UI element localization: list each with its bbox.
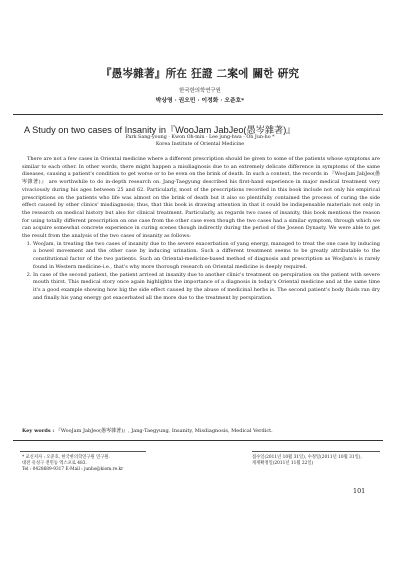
korean-affiliation: 한국한의학연구원 bbox=[179, 88, 221, 94]
keywords-text: 『WooJam JabJeo(愚岑雜著)』, Jang-Taegyung, Insanity, Misdiagnosis, Medical Verdict. bbox=[55, 428, 273, 434]
finding-item: 1. WooJam, in treating the two cases of insanity due to the severe exacerbation of yang energy, managed to treat the one case by inducing a bowel movement and the other case by inducing urination. Such a different treatment seems to be greatly attributable to the constitutional factor of the two patients. Such an Oriental-medicine-based method of diagnosis and prescription as WooJam's is rarely found in Western medicine-i.e., that's why more thorough research on Oriental medicine is deeply required. bbox=[33, 241, 380, 272]
english-institute: Korea Institute of Oriental Medicine bbox=[155, 142, 245, 147]
footnote-line: 대전 유성구 전민동 엑스포로 483. bbox=[22, 461, 87, 467]
finding-item: 2. In case of the second patient, the patient arrived at insanity due to another clinic's treatment on perspiration on the patient with severe mouth thirst. This medical story once again highlights the importance of a diagnosis in today's Oriental medicine and at the same time it's a good example showing how big the side effect caused by the abuse of medicinal herbs is. The second patient's body fluids ran dry and finally his yang energy got exacerbated all the more due to the treatment by perspiration. bbox=[33, 272, 380, 303]
footnote-line: 접수일(2011년 10월 31일), 수정일(2011년 10월 31일), bbox=[252, 455, 362, 460]
submission-dates-note bbox=[252, 455, 392, 467]
english-authors: Park Sang-young · Kwon Oh-min · Lee jung-hwa · Oh Jun-ho * bbox=[125, 135, 275, 140]
footnote-divider-right bbox=[252, 451, 380, 452]
corresponding-author-note bbox=[22, 455, 202, 474]
abstract-body bbox=[22, 156, 380, 302]
findings-list bbox=[22, 241, 380, 303]
footnote-divider-left bbox=[20, 451, 146, 452]
footnote-line: 게재확정일(2011년 11월 22일) bbox=[252, 461, 314, 467]
korean-authors: 박상영 · 권오민 · 이정화 · 오준호* bbox=[155, 98, 245, 104]
korean-title: 『愚岑雜著』所在 狂證 二案에 關한 硏究 bbox=[100, 68, 300, 80]
keywords-label: Key words : bbox=[22, 428, 55, 434]
keywords-line bbox=[22, 427, 380, 434]
page-number: 101 bbox=[353, 487, 366, 495]
footnote-line: * 교신저자 : 오준호, 한국한의학연구원 연구원. bbox=[22, 455, 110, 460]
footnote-line: Tel : 0428689-9317 E-Mail : junho@kiom.re.kr bbox=[22, 467, 124, 473]
english-title: A Study on two cases of Insanity in『WooJam JabJeo(愚岑雜著)』 bbox=[24, 125, 296, 135]
abstract-paragraph: There are not a few cases in Oriental medicine where a different prescription should be given to some of the patients whose symptoms are similar to each other. In other words, there might happen a misdiagnosis due to an extremely delicate difference in symptoms of the same diseases, causing a patient's condition to get worse or to be even on the brink of death. In such a context, the records in 『WooJam JabJeo(愚岑雜著)』 are worthwhile to do in-depth research on. Jang-Taegyung described his first-hand experience in major medical treatment very vivaciously during his ages between 25 and 62. Particularly, most of the prescriptions recorded in this book include not only his empirical prescriptions on the patients who life was almost on the brink of death but it also so plentifully contained the process of curing the side effect caused by other clinics' misdiagnosis; thus, that this book is drawing attention in that it could be indispensable materials not only in the research on medical history but also for clinical treatment. Particularly, as regards two cases of insanity, this book mentions the reason for using totally different prescription on one case from the other case even though the two cases had a similar symptom, through which we can acquire somewhat concrete experience in curing scenes though indirectly during the period of the Joseon Dynasty. We were able to get the result from the analysis of the two cases of insanity as follows: bbox=[22, 156, 381, 240]
